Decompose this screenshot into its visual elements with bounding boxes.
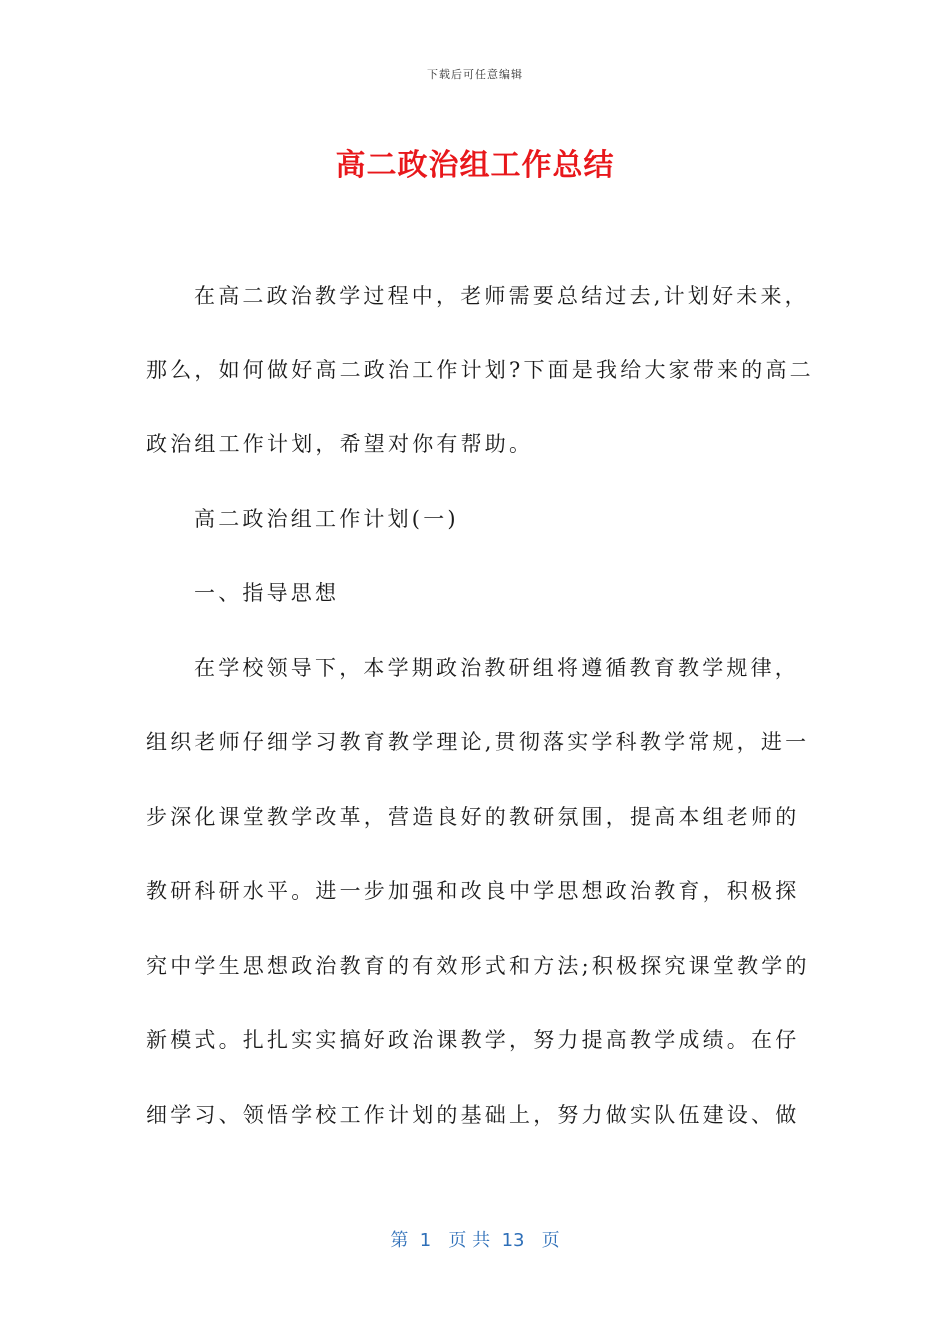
header-note: 下载后可任意编辑 bbox=[427, 68, 523, 81]
paragraph-line: 政治组工作计划，希望对你有帮助。 bbox=[146, 432, 534, 456]
paragraph-line: 在学校领导下，本学期政治教研组将遵循教育教学规律， bbox=[194, 656, 799, 680]
paragraph-line: 在高二政治教学过程中，老师需要总结过去,计划好未来， bbox=[194, 284, 809, 308]
paragraph-line: 细学习、领悟学校工作计划的基础上，努力做实队伍建设、做 bbox=[146, 1103, 800, 1127]
paragraph-line: 究中学生思想政治教育的有效形式和方法;积极探究课堂教学的 bbox=[146, 954, 810, 978]
section-heading: 高二政治组工作计划(一) bbox=[194, 507, 459, 531]
paragraph-line: 新模式。扎扎实实搞好政治课教学，努力提高教学成绩。在仔 bbox=[146, 1028, 800, 1052]
document-title: 高二政治组工作总结 bbox=[335, 148, 615, 183]
paragraph-line: 那么，如何做好高二政治工作计划?下面是我给大家带来的高二 bbox=[146, 358, 814, 382]
section-subheading: 一、指导思想 bbox=[194, 581, 340, 605]
paragraph-line: 步深化课堂教学改革，营造良好的教研氛围，提高本组老师的 bbox=[146, 805, 800, 829]
page-footer: 第 1 页 共 13 页 bbox=[390, 1230, 560, 1251]
paragraph-line: 组织老师仔细学习教育教学理论,贯彻落实学科教学常规，进一 bbox=[146, 730, 810, 754]
paragraph-line: 教研科研水平。进一步加强和改良中学思想政治教育，积极探 bbox=[146, 879, 800, 903]
